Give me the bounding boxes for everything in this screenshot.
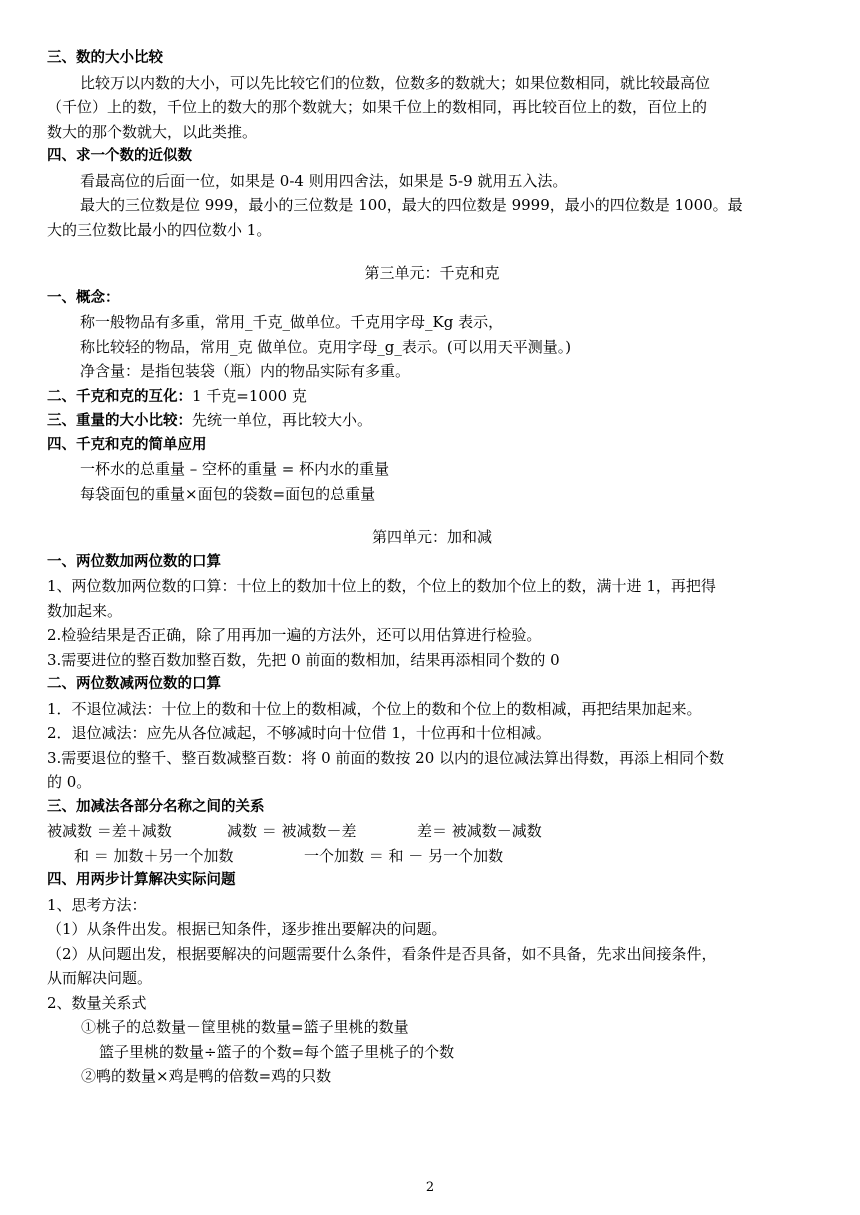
relation-formula: 差＝ 被减数－减数 — [417, 822, 542, 840]
paragraph-line: 从而解决问题。 — [47, 969, 153, 987]
relation-row — [47, 819, 817, 844]
relation-formula: 一个加数 ＝ 和 － 另一个加数 — [304, 846, 504, 865]
relation-formula: 和 ＝ 加数＋另一个加数 — [74, 846, 234, 865]
paragraph-line: 一杯水的总重量 – 空杯的重量 = 杯内水的重量 — [80, 460, 390, 478]
unit-title: 第三单元：千克和克 — [364, 264, 500, 282]
paragraph-line: （千位）上的数，千位上的数大的那个数就大；如果千位上的数相同，再比较百位上的数，百位上的 — [47, 98, 708, 116]
section-heading: 四、用两步计算解决实际问题 — [47, 872, 236, 888]
paragraph-line: （1）从条件出发。根据已知条件，逐步推出要解决的问题。 — [47, 920, 447, 938]
paragraph-line: 3.需要退位的整千、整百数减整百数：将 0 前面的数按 20 以内的退位减法算出得数，再添上相同个数 — [47, 748, 725, 767]
section-heading-row — [47, 384, 817, 409]
paragraph-line: 2.检验结果是否正确，除了用再加一遍的方法外，还可以用估算进行检验。 — [47, 626, 542, 644]
heading-text: 先统一单位，再比较大小。 — [192, 411, 373, 429]
document-page — [47, 46, 817, 1089]
section-heading: 三、重量的大小比较： — [47, 413, 192, 429]
section-heading: 一、两位数加两位数的口算 — [47, 553, 221, 570]
section-heading: 三、数的大小比较 — [47, 50, 163, 66]
section-heading: 二、千克和克的互化： — [47, 388, 192, 405]
section-heading: 三、加减法各部分名称之间的关系 — [47, 798, 265, 815]
paragraph-line: 最大的三位数是位 999，最小的三位数是 100，最大的四位数是 9999，最小的四位数是 1000。最 — [80, 196, 743, 214]
formula-line: ①桃子的总数量－筐里桃的数量=篮子里桃的数量 — [81, 1018, 409, 1036]
paragraph-line: 3.需要进位的整百数加整百数，先把 0 前面的数相加，结果再添相同个数的 0 — [47, 650, 560, 669]
paragraph-line: 看最高位的后面一位，如果是 0-4 则用四舍法，如果是 5-9 就用五入法。 — [80, 171, 568, 190]
paragraph-line: （2）从问题出发，根据要解决的问题需要什么条件，看条件是否具备，如不具备，先求出间接条件， — [47, 944, 717, 963]
paragraph-line: 比较万以内数的大小，可以先比较它们的位数，位数多的数就大；如果位数相同，就比较最高位 — [80, 73, 711, 92]
paragraph-line: 每袋面包的重量×面包的袋数=面包的总重量 — [80, 484, 376, 503]
formula-line: 篮子里桃的数量÷篮子的个数=每个篮子里桃子的个数 — [99, 1042, 455, 1061]
paragraph-line: 的 0。 — [47, 773, 92, 791]
paragraph-line: 数大的那个数就大，以此类推。 — [47, 122, 258, 141]
paragraph-line: 2．退位减法：应先从各位减起，不够减时向十位借 1，十位再和十位相减。 — [47, 724, 551, 742]
paragraph-line: 称一般物品有多重，常用_千克_做单位。千克用字母_Kg 表示， — [80, 313, 504, 331]
paragraph-line: 净含量：是指包装袋（瓶）内的物品实际有多重。 — [80, 362, 411, 380]
paragraph-line: 1、两位数加两位数的口算：十位上的数加十位上的数，个位上的数加个位上的数，满十进 1，再把得 — [47, 577, 716, 595]
section-heading: 二、两位数减两位数的口算 — [47, 676, 221, 692]
section-heading: 四、求一个数的近似数 — [47, 148, 192, 164]
page-number: 2 — [425, 1180, 435, 1195]
paragraph-line: 1．不退位减法：十位上的数和十位上的数相减，个位上的数和个位上的数相减，再把结果加起来。 — [47, 699, 702, 718]
heading-text: 1 千克=1000 克 — [192, 386, 307, 405]
section-heading-row — [47, 408, 817, 433]
paragraph-line: 1、思考方法： — [47, 895, 147, 914]
relation-formula: 减数 ＝ 被减数－差 — [227, 822, 357, 840]
unit-title: 第四单元：加和减 — [371, 528, 492, 546]
formula-line: ②鸭的数量×鸡是鸭的倍数=鸡的只数 — [81, 1067, 332, 1085]
paragraph-line: 数加起来。 — [47, 601, 123, 620]
paragraph-line: 称比较轻的物品，常用_克 做单位。克用字母_g_表示。(可以用天平测量。) — [80, 337, 572, 356]
section-heading: 四、千克和克的简单应用 — [47, 436, 207, 453]
relation-row — [47, 844, 817, 869]
relation-formula: 被减数 ＝差＋减数 — [47, 822, 172, 840]
paragraph-line: 大的三位数比最小的四位数小 1。 — [47, 220, 272, 239]
paragraph-line: 2、数量关系式 — [47, 993, 147, 1012]
section-heading: 一、概念： — [47, 289, 120, 306]
